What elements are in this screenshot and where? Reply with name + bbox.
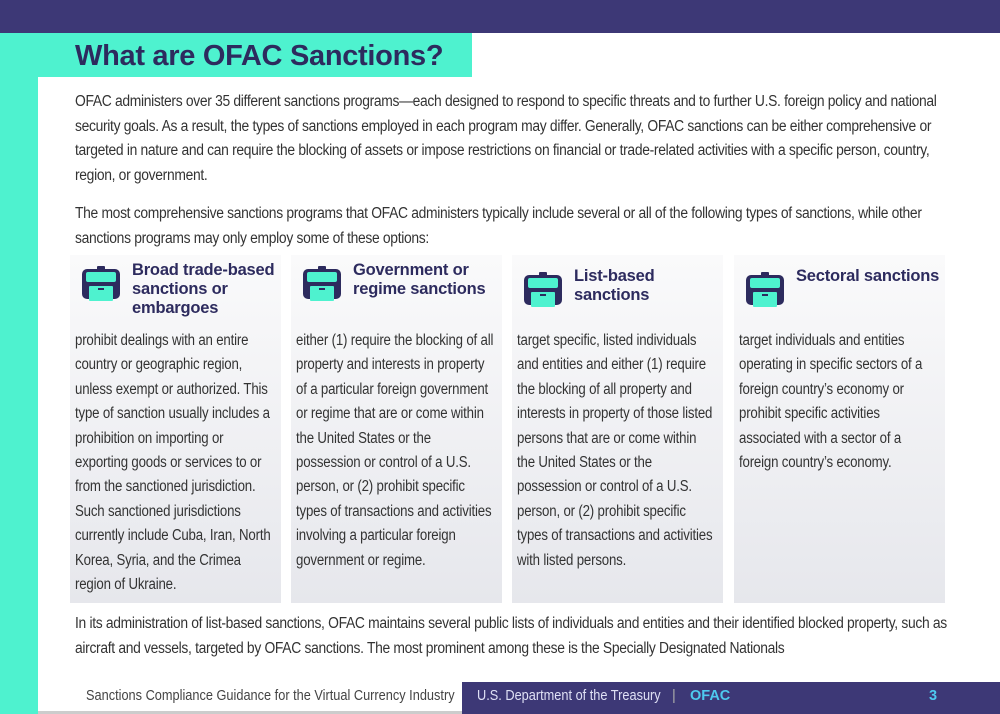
card-text: either (1) require the blocking of all property and interests in property of a particular foreign government or regime that are or come within the United States or the possession or control of a U.S. person, or (2) prohibit specific types of transactions and activities involving a particular foreign government or regime. — [296, 332, 494, 569]
cash-register-icon — [301, 265, 343, 303]
footer-agency: OFAC — [690, 688, 731, 704]
intro-paragraph: OFAC administers over 35 different sanctions programs—each designed to respond to specific threats and to further U.S. foreign policy and national security goals. As a result, the types of sanctions employed in each program may differ. Generally, OFAC sanctions can be either comprehensive or targeted in nature and can require the blocking of assets or impose restrictions on financial or trade-related activities with a specific person, country, region, or government. — [75, 93, 937, 184]
card-title: Government or regime sanctions — [353, 261, 486, 298]
sanction-type-card — [70, 255, 281, 603]
list-based-paragraph: In its administration of list-based sanctions, OFAC maintains several public lists of individuals and entities and their identified blocked property, such as aircraft and vessels, targeted by OFAC sanctions. The most prominent among these is the Specially Designated Nationals — [75, 615, 947, 657]
card-text: prohibit dealings with an entire country or geographic region, unless exempt or authorized. This type of sanction usually includes a prohibition on importing or exporting goods or services to or from the sanctioned jurisdiction. Such sanctioned jurisdictions currently include Cuba, Iran, North Korea, Syria, and the Crimea region of Ukraine. — [75, 332, 271, 594]
card-title: Broad trade-based sanctions or embargoes — [132, 261, 275, 317]
sanction-type-card — [512, 255, 723, 603]
footer-department: U.S. Department of the Treasury — [477, 688, 661, 704]
footer-bar — [462, 682, 1000, 714]
page-number: 3 — [929, 688, 938, 704]
types-paragraph: The most comprehensive sanctions programs that OFAC administers typically include several or all of the following types of sanctions, while other sanctions programs may only employ some of these options: — [75, 205, 922, 247]
footer-doc-title: Sanctions Compliance Guidance for the Virtual Currency Industry — [86, 688, 455, 704]
card-title: Sectoral sanctions — [796, 267, 940, 285]
top-bar — [0, 0, 1000, 33]
card-title: List-based sanctions — [574, 267, 655, 304]
card-text: target specific, listed individuals and entities and either (1) require the blocking of all property and interests in property of those listed persons that are or come within the United States or the possession or control of a U.S. person, or (2) prohibit specific types of transactions and activities with listed persons. — [517, 332, 713, 569]
page-title: What are OFAC Sanctions? — [75, 40, 444, 72]
sanction-type-card — [291, 255, 502, 603]
left-accent-stripe — [0, 33, 38, 714]
card-text: target individuals and entities operating in specific sectors of a foreign country’s economy or prohibit specific activities associated with a sector of a foreign country’s economy. — [739, 332, 923, 472]
cash-register-icon — [80, 265, 122, 303]
cash-register-icon — [522, 271, 564, 309]
footer-separator: | — [672, 688, 676, 704]
cash-register-icon — [744, 271, 786, 309]
sanction-type-card — [734, 255, 945, 603]
